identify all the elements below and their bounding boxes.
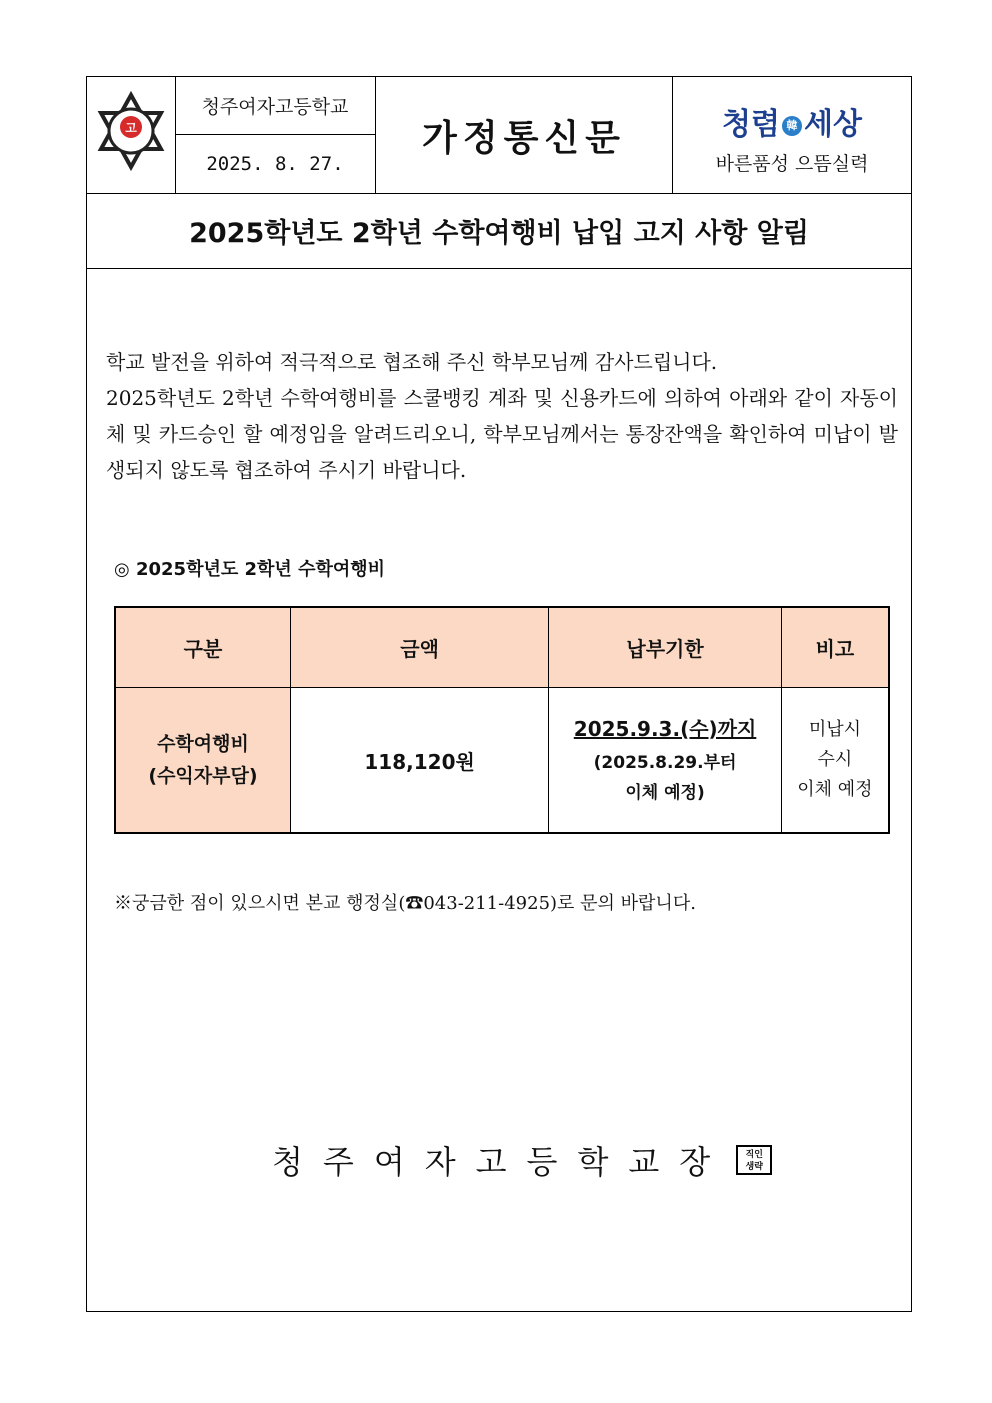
slogan-cell [673, 77, 911, 193]
section-title: ◎ 2025학년도 2학년 수학여행비 [114, 559, 386, 580]
col-header-amount: 금액 [290, 607, 548, 688]
notice-subject: 2025학년도 2학년 수학여행비 납입 고지 사항 알림 [87, 193, 911, 269]
school-info-cell [175, 77, 376, 193]
school-name: 청주여자고등학교 [175, 77, 375, 135]
publish-date: 2025. 8. 27. [206, 153, 344, 175]
col-header-due: 납부기한 [549, 607, 782, 688]
body-paragraph-1: 학교 발전을 위하여 적극적으로 협조해 주신 학부모님께 감사드립니다. [106, 350, 718, 374]
header-block [87, 77, 911, 194]
fee-type: (수익자부담) [148, 765, 258, 787]
fee-name-cell [115, 688, 290, 834]
fee-table [114, 606, 890, 834]
transfer-start: (2025.8.29.부터 [593, 752, 737, 773]
due-date-cell [549, 688, 782, 834]
emblem-letter: 고 [125, 121, 137, 135]
notice-body [106, 344, 898, 488]
brand-mid-icon: 韓 [782, 116, 802, 136]
col-header-category: 구분 [115, 607, 290, 688]
seal-stamp [736, 1145, 772, 1175]
seal-line-2: 생략 [745, 1162, 763, 1172]
integrity-logo [673, 99, 911, 143]
doc-title: 가정통신문 [376, 77, 673, 193]
col-header-remarks: 비고 [781, 607, 889, 688]
school-motto: 바른품성 으뜸실력 [715, 153, 869, 175]
fee-amount: 118,120원 [290, 688, 548, 834]
brand-left: 청렴 [722, 107, 780, 142]
school-emblem-icon [87, 77, 175, 193]
seal-line-1: 직인 [745, 1150, 763, 1160]
principal-signature [272, 1137, 772, 1183]
school-emblem-cell [87, 77, 176, 193]
remark-line-1: 미납시 [808, 719, 861, 740]
fee-name: 수학여행비 [157, 733, 249, 755]
signature-text: 청주여자고등학교장 [272, 1143, 731, 1181]
remark-line-3: 이체 예정 [797, 779, 873, 800]
transfer-note: 이체 예정) [625, 782, 705, 803]
remark-line-2: 수시 [817, 749, 853, 770]
notice-frame [86, 76, 912, 1312]
due-date: 2025.9.3.(수)까지 [573, 716, 757, 741]
inquiry-note: ※궁금한 점이 있으시면 본교 행정실(☎043-211-4925)로 문의 바랍니다. [114, 893, 696, 914]
table-row [115, 688, 889, 834]
remarks-cell [781, 688, 889, 834]
brand-right: 세상 [804, 107, 862, 142]
fee-table-header-row [115, 607, 889, 688]
body-paragraph-2: 2025학년도 2학년 수학여행비를 스쿨뱅킹 계좌 및 신용카드에 의하여 아래와 같이 자동이체 및 카드승인 할 예정임을 알려드리오니, 학부모님께서는 통장잔액을 확인하여 미납이 발생되지 않도록 협조하여 주시기 바랍니다. [106, 386, 898, 482]
